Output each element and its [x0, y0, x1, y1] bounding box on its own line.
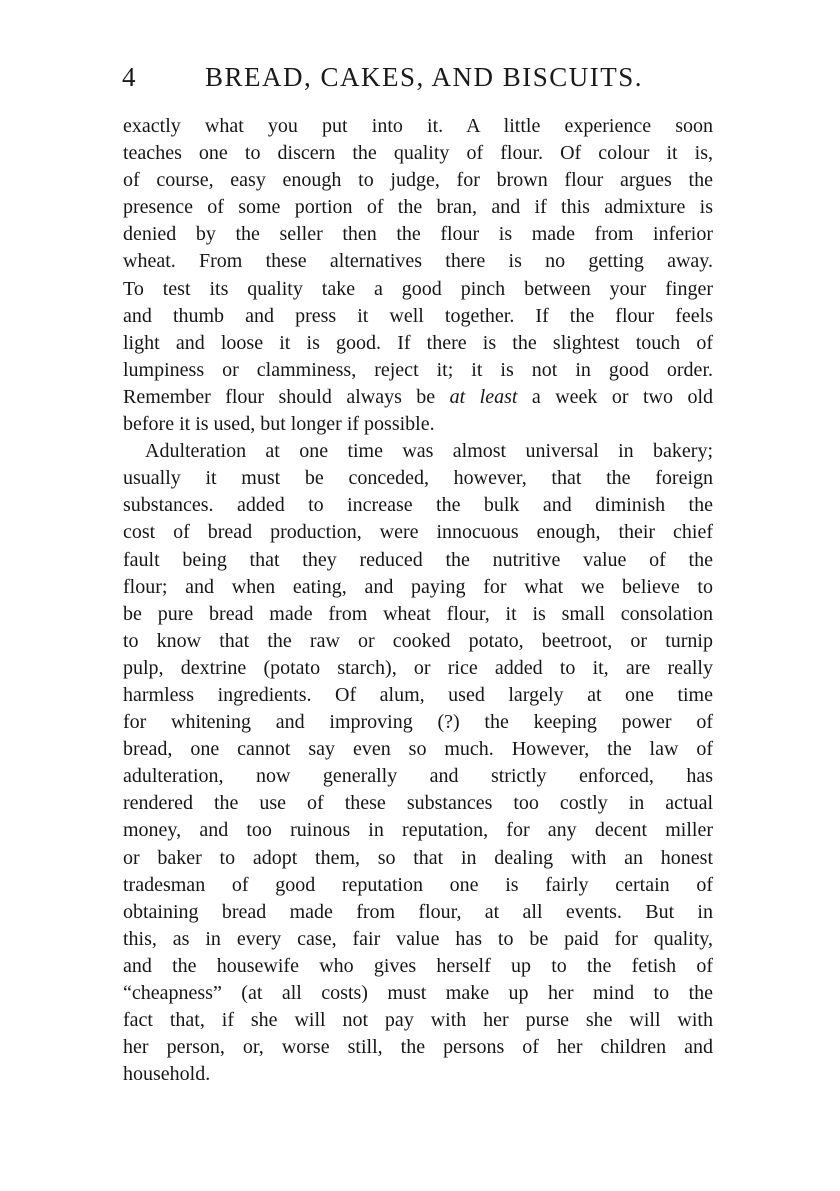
- text-line: wheat. From these alternatives there is no getting away.: [123, 250, 713, 273]
- paragraph-end-line: household.: [123, 1063, 211, 1086]
- text-line: tradesman of good reputation one is fairly certain of: [123, 873, 713, 896]
- text-line: and the housewife who gives herself up to the fetish of: [123, 954, 713, 977]
- text-line: flour; and when eating, and paying for what we believe to: [123, 575, 713, 598]
- text-segment: Remember flour should always be: [123, 385, 450, 408]
- text-line: pulp, dextrine (potato starch), or rice added to it, are really: [123, 656, 713, 679]
- body-text: [123, 113, 713, 1088]
- page-number: 4: [122, 62, 136, 92]
- text-line: cost of bread production, were innocuous enough, their chief: [123, 521, 713, 544]
- text-line: obtaining bread made from flour, at all events. But in: [123, 900, 713, 923]
- text-line: for whitening and improving (?) the keeping power of: [123, 711, 713, 734]
- text-line: presence of some portion of the bran, and if this admixture is: [123, 196, 713, 219]
- text-line: “cheapness” (at all costs) must make up her mind to the: [123, 982, 713, 1004]
- text-line-with-emphasis: [123, 384, 713, 411]
- text-line: fault being that they reduced the nutritive value of the: [123, 548, 713, 571]
- text-line: bread, one cannot say even so much. However, the law of: [123, 738, 713, 761]
- text-line: harmless ingredients. Of alum, used largely at one time: [123, 683, 713, 706]
- text-line: adulteration, now generally and strictly enforced, has: [123, 765, 713, 788]
- text-line: usually it must be conceded, however, that the foreign: [123, 467, 713, 490]
- text-line: this, as in every case, fair value has to be paid for quality,: [123, 927, 713, 950]
- text-line: denied by the seller then the flour is made from inferior: [123, 223, 713, 246]
- text-line: to know that the raw or cooked potato, beetroot, or turnip: [123, 629, 713, 652]
- text-line: substances. added to increase the bulk and diminish the: [123, 494, 713, 517]
- text-line: money, and too ruinous in reputation, for any decent miller: [123, 819, 713, 842]
- text-line: her person, or, worse still, the persons of her children and: [123, 1036, 713, 1059]
- text-line: lumpiness or clamminess, reject it; it is not in good order.: [123, 358, 713, 381]
- running-title: BREAD, CAKES, AND BISCUITS.: [205, 62, 644, 92]
- text-line: of course, easy enough to judge, for brown flour argues the: [123, 169, 713, 192]
- text-line: and thumb and press it well together. If the flour feels: [123, 304, 713, 327]
- text-line: be pure bread made from wheat flour, it is small consolation: [123, 602, 713, 625]
- paragraph-first-line: Adulteration at one time was almost universal in bakery;: [145, 440, 713, 463]
- text-line: fact that, if she will not pay with her purse she will with: [123, 1009, 713, 1032]
- text-segment: a week or two old: [517, 385, 713, 408]
- text-line: To test its quality take a good pinch between your finger: [123, 277, 713, 300]
- emphasis-text: at least: [449, 385, 518, 408]
- text-line: rendered the use of these substances too costly in actual: [123, 792, 713, 815]
- text-line: or baker to adopt them, so that in dealing with an honest: [123, 846, 713, 869]
- text-line: teaches one to discern the quality of flour. Of colour it is,: [123, 142, 713, 165]
- text-line: exactly what you put into it. A little experience soon: [123, 115, 713, 137]
- text-line: light and loose it is good. If there is the slightest touch of: [123, 331, 713, 354]
- paragraph-end-line: before it is used, but longer if possible.: [123, 413, 435, 436]
